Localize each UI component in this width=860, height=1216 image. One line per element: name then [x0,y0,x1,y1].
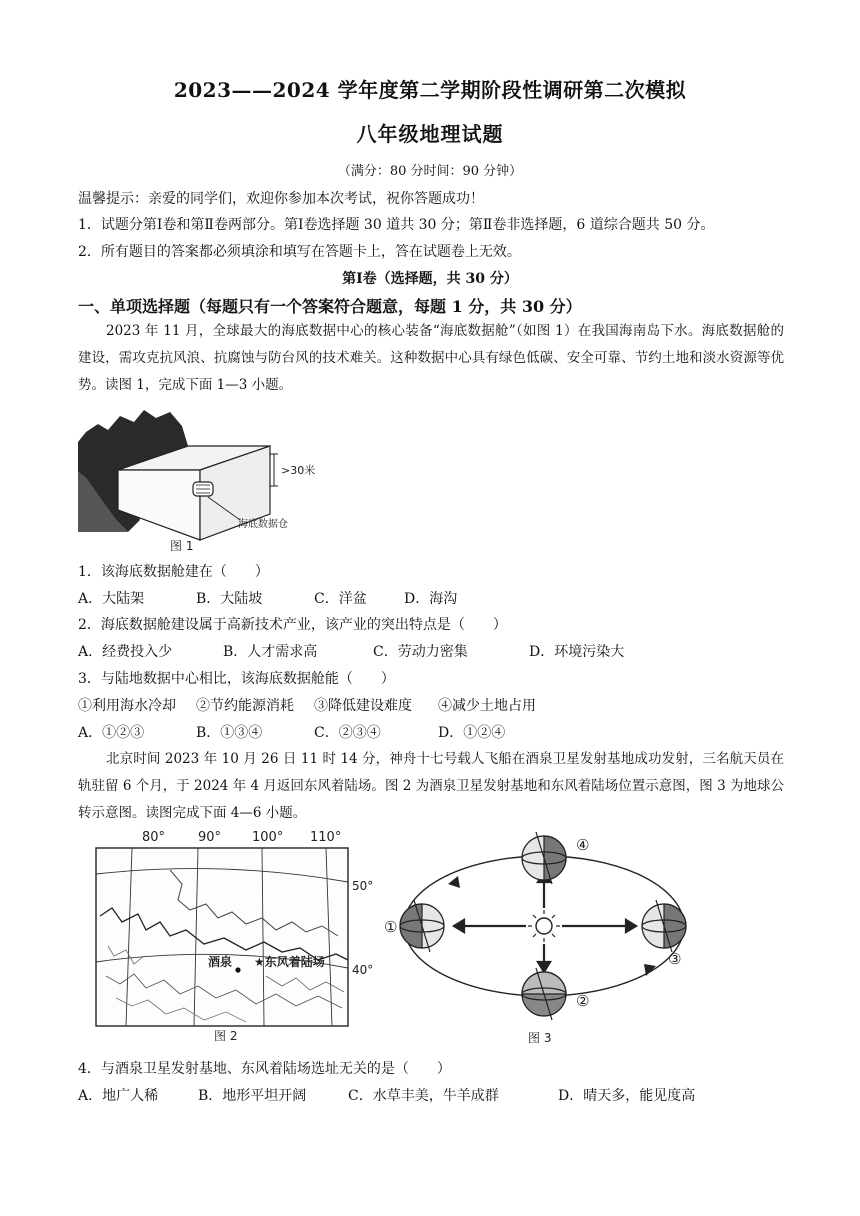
q4-stem: 4．与酒泉卫星发射基地、东风着陆场选址无关的是（ ） [78,1061,451,1077]
fig3-position-4: ④ [576,836,590,854]
q3-statement-3: ③降低建设难度 [314,698,412,714]
q1-option-d[interactable]: D．海沟 [404,591,458,607]
figure-3 [380,826,690,1048]
exam-title: 2023——2024 学年度第二学期阶段性调研第二次模拟 [173,78,687,102]
section-heading: 第Ⅰ卷（选择题，共 30 分） [342,271,518,287]
q1-option-a[interactable]: A．大陆架 [78,591,145,607]
fig2-lat-50: 50° [352,879,374,893]
q2-options [78,641,624,661]
passage-1: 2023 年 11 月，全球最大的海底数据中心的核心装备“海底数据舱”（如图 1）在我国海南岛下水。海底数据舱的建设，需攻克抗风浪、抗腐蚀与防台风的技术难关。这种数据中心具有绿色低碳、安全可靠、节约土地和淡水资源等优势。读图 1，完成下面 1—3 小题。 [78,323,784,393]
q3-statement-2: ②节约能源消耗 [196,698,294,714]
q3-option-d[interactable]: D．①②④ [438,725,506,741]
fig2-caption: 图 2 [214,1029,238,1043]
q3-statement-1: ①利用海水冷却 [78,698,176,714]
part-title: 一、单项选择题（每题只有一个答案符合题意，每题 1 分，共 30 分） [78,297,582,316]
q4-option-b[interactable]: B．地形平坦开阔 [198,1088,307,1104]
q3-options [78,722,505,742]
q3-statements [78,695,536,715]
q2-option-c[interactable]: C．劳动力密集 [373,644,468,660]
fig2-place-jiuquan: 酒泉 [208,955,233,969]
q2-option-a[interactable]: A．经费投入少 [78,644,173,660]
figure-1 [78,402,348,554]
q3-statement-4: ④减少土地占用 [438,698,536,714]
exam-meta: （满分：80 分时间：90 分钟） [337,164,523,179]
fig2-lon-100: 100° [252,830,284,845]
fig2-place-dongfeng: ★东风着陆场 [254,955,325,969]
fig1-cabin-label: 海底数据仓 [238,519,288,530]
passage-2: 北京时间 2023 年 10 月 26 日 11 时 14 分，神舟十七号载人飞船在酒泉卫星发射基地成功发射，三名航天员在轨驻留 6 个月，于 2024 年 4 月返回东风着陆场。图 2 为酒泉卫星发射基地和东风着陆场位置示意图，图 3 为地球公转示意图。读图完成下面 4—6 小题。 [78,751,784,821]
q3-option-c[interactable]: C．②③④ [314,725,381,741]
q3-option-a[interactable]: A．①②③ [78,725,145,741]
q3-stem: 3．与陆地数据中心相比，该海底数据舱能（ ） [78,671,395,687]
q4-option-c[interactable]: C．水草丰美，牛羊成群 [348,1088,499,1104]
q1-option-b[interactable]: B．大陆坡 [196,591,263,607]
q2-option-d[interactable]: D．环境污染大 [529,644,625,660]
notice-rule-2: 2．所有题目的答案都必须填涂和填写在答题卡上，答在试题卷上无效。 [78,244,521,260]
q1-stem: 1．该海底数据舱建在（ ） [78,564,269,580]
fig2-lat-40: 40° [352,963,374,977]
figure-2 [86,826,374,1044]
q4-option-d[interactable]: D．晴天多，能见度高 [558,1088,696,1104]
q2-stem: 2．海底数据舱建设属于高新技术产业，该产业的突出特点是（ ） [78,617,507,633]
q1-option-c[interactable]: C．洋盆 [314,591,367,607]
fig2-lon-110: 110° [310,830,342,845]
fig3-position-2: ② [576,992,590,1010]
fig2-lon-80: 80° [142,830,166,845]
q4-option-a[interactable]: A．地广人稀 [78,1088,159,1104]
q3-option-b[interactable]: B．①③④ [196,725,263,741]
q2-option-b[interactable]: B．人才需求高 [223,644,318,660]
fig1-depth-label: >30米 [281,464,316,477]
exam-subject-title: 八年级地理试题 [356,122,504,146]
q4-options [78,1085,695,1105]
fig3-caption: 图 3 [528,1031,552,1045]
fig3-position-1: ① [384,918,398,936]
fig2-lon-90: 90° [198,830,222,845]
notice-greeting: 温馨提示：亲爱的同学们，欢迎你参加本次考试，祝你答题成功！ [78,191,484,207]
fig1-caption: 图 1 [170,539,194,553]
notice-rule-1: 1．试题分第Ⅰ卷和第Ⅱ卷两部分。第Ⅰ卷选择题 30 道共 30 分；第Ⅱ卷非选择题，6 道综合题共 50 分。 [78,217,715,233]
q1-options [78,588,457,608]
fig3-position-3: ③ [668,950,682,968]
